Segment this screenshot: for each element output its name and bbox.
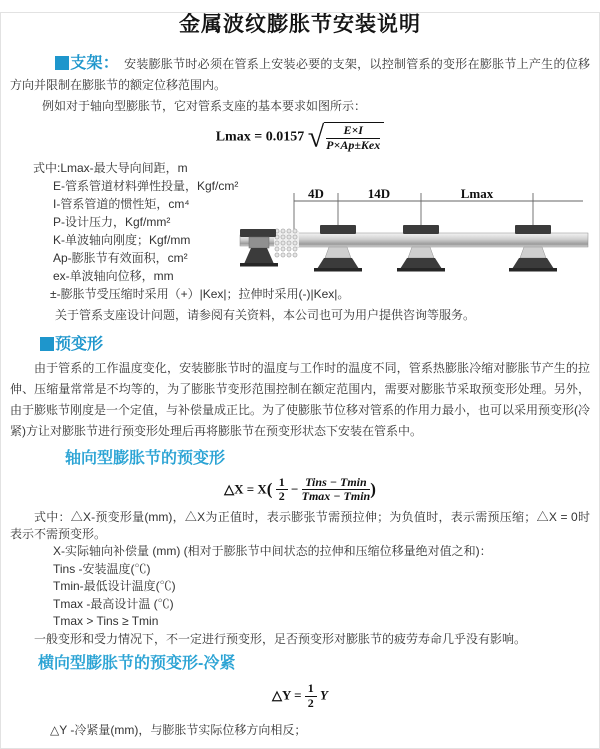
predeform-section-heading-row	[40, 335, 590, 355]
section-square-icon	[40, 337, 54, 351]
axial-note-definition: 式中：△X-预变形量(mm)，△X为正值时，表示膨张节需预拉伸；为负值时，表示需预压缩；△X = 0时表示不需预变形。	[10, 510, 590, 542]
formula-axial-minus: −	[290, 480, 299, 496]
formula-axial-half	[276, 476, 288, 505]
formula-axial-temp-fraction	[302, 476, 371, 505]
axial-note-tins: Tins -安装温度(℃)	[53, 561, 151, 576]
half-numerator: 1	[276, 476, 288, 491]
definition-item: P-设计压力，Kgf/mm²	[53, 214, 171, 229]
definition-item: K-单波轴向刚度；Kgf/mm	[53, 232, 191, 247]
formula-axial-prefix: △X = X	[224, 480, 267, 496]
predeform-section-heading: 预变形	[55, 335, 104, 353]
support-paragraph	[10, 53, 590, 96]
temp-numerator: Tins − Tmin	[302, 476, 371, 491]
pipe-support	[509, 225, 557, 272]
definition-item: E-管系管道材料弹性投量，Kgf/cm²	[53, 178, 239, 193]
definition-item: I-管系管道的惯性矩，cm⁴	[53, 196, 190, 211]
formula-lmax-denominator: P×Ap±Kex	[326, 137, 381, 152]
support-section-heading: 支架：	[70, 55, 120, 72]
anchor-support	[240, 229, 278, 267]
definition-item: Ap-膨胀节有效面积，cm²	[53, 250, 188, 265]
axial-subheading: 轴向型膨胀节的预变形	[65, 449, 226, 467]
bellows-icon	[274, 229, 299, 257]
formula-lmax-radicand	[324, 122, 384, 153]
axial-note-inequality: Tmax > Tins ≥ Tmin	[53, 614, 159, 629]
half-denominator: 2	[278, 489, 285, 504]
plus-minus-note: ±-膨胀节受压缩时采用（+）|Kex|；拉伸时采用(-)|Kex|。	[50, 286, 350, 301]
pipe-support	[314, 225, 362, 272]
axial-note-x: X-实际轴向补偿量 (mm) (相对于膨胀节中间状态的拉伸和压缩位移量绝对值之和)：	[53, 544, 492, 559]
half-numerator: 1	[305, 682, 317, 697]
dimension-lines	[294, 193, 583, 230]
formula-lateral-lhs: △Y =	[271, 687, 302, 703]
formula-lateral-rhs: Y	[320, 687, 328, 703]
dim-label-4d: 4D	[308, 185, 324, 201]
lateral-note: △Y -冷紧量(mm)，与膨胀节实际位移方向相反；	[50, 722, 307, 737]
definitions-block	[10, 159, 590, 324]
consult-note: 关于管系支座设计问题，请参阅有关资料，本公司也可为用户提供咨询等服务。	[55, 307, 476, 322]
page	[0, 12, 600, 749]
pipe-support-diagram	[238, 185, 590, 281]
page-title: 金属波纹膨胀节安装说明	[179, 13, 421, 36]
formula-lateral-coldtight	[10, 682, 590, 711]
axial-note-general: 一般变形和受力情况下，不一定进行预变形，足否预变形对膨胀节的疲劳寿命几乎没有影响。	[34, 631, 527, 646]
predeform-paragraph: 由于管系的工作温度变化，安装膨胀节时的温度与工作时的温度不同，管系热膨胀冷缩对膨胀节产生的拉伸、压缩量常常是不均等的，为了膨胀节变形范围控制在额定范围内，需要对膨胀节采取预变形处理。另外，由于膨账节刚度是一个定值，与补偿量成正比。为了使膨胀节位移对管系的作用力最小，也可以采用预变形(冷紧)方让对膨胀节进行预变形处理后再将膨胀节在预变形状态下安装在管系中。	[10, 360, 591, 438]
sqrt-radical-icon: √	[307, 120, 325, 154]
dim-label-14d: 14D	[367, 185, 391, 201]
lateral-subheading: 横向型膨胀节的预变形-冷紧	[38, 655, 236, 673]
formula-axial-open-paren: (	[266, 478, 273, 498]
support-example-text: 例如对于轴向型膨胀节，它对管系支座的基本要求如图所示：	[42, 99, 367, 113]
half-denominator: 2	[307, 695, 314, 710]
section-square-icon	[55, 56, 69, 70]
support-intro-text: 安装膨胀节时必须在管系上安装必要的支架，以控制管系的变形在膨胀节上产生的位移方向并限制在膨胀节的额定位移范围内。	[10, 57, 590, 92]
definition-item: ex-单波轴向位移，mm	[53, 268, 174, 283]
formula-axial-predeform	[10, 476, 590, 505]
pipe	[297, 233, 588, 247]
pipe-support	[397, 225, 445, 272]
formula-axial-close-paren: )	[370, 478, 376, 498]
axial-note-tmin: Tmin-最低设计温度(℃)	[53, 579, 176, 594]
formula-lmax-lhs: Lmax = 0.0157	[215, 129, 305, 145]
formula-lmax-numerator: E×I	[326, 124, 380, 139]
axial-note-tmax: Tmax -最高设计温 (℃)	[53, 596, 174, 611]
formula-lmax	[10, 122, 590, 153]
temp-denominator: Tmax − Tmin	[301, 489, 371, 504]
formula-lateral-half	[305, 682, 317, 711]
dim-label-lmax: Lmax	[460, 185, 494, 201]
definition-item: 式中:Lmax-最大导向间距，m	[33, 160, 188, 175]
